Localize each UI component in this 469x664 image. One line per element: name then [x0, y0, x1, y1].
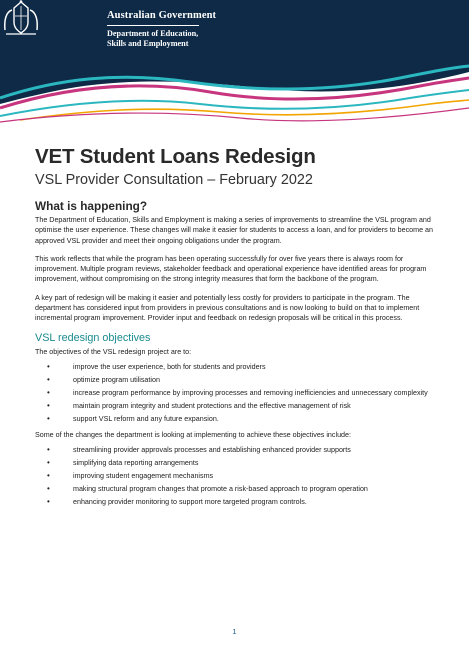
logo-divider: [107, 25, 199, 26]
list-item: • increase program performance by improving processes and removing inefficiencies and unnecessary complexity: [67, 388, 440, 398]
header-wave-graphic: [0, 0, 469, 132]
department-name-line1: Department of Education,: [107, 29, 199, 38]
document-title: VET Student Loans Redesign: [35, 145, 316, 168]
document-body: [35, 145, 440, 513]
list-item: • improve the user experience, both for students and providers: [67, 362, 440, 372]
list-item: • enhancing provider monitoring to support more targeted program controls.: [67, 497, 440, 507]
section-heading-what-is-happening: What is happening?: [35, 199, 148, 213]
paragraph: The Department of Education, Skills and Employment is making a series of improvements to streamline the VSL program and optimise the user experience. These changes will make it easier for students to access a loan, and for providers to become an approved VSL provider and meet their ongoing obligations under the program.: [35, 216, 433, 245]
document-subtitle: VSL Provider Consultation – February 2022: [35, 172, 313, 188]
paragraph: This work reflects that while the program has been operating successfully for over five years there is always room for improvement. Multiple program reviews, stakeholder feedback and operational experience have identified areas for program improvement, without compromising on the strong integrity measures that form the backbone of the program.: [35, 254, 427, 284]
department-name-line2: Skills and Employment: [107, 39, 189, 48]
list-item: • making structural program changes that promote a risk-based approach to program operation: [67, 484, 440, 494]
list-item: • improving student engagement mechanisms: [67, 471, 440, 481]
page-header-banner: [0, 0, 469, 132]
list-item: • support VSL reform and any future expansion.: [67, 414, 440, 424]
list-item: • optimize program utilisation: [67, 375, 440, 385]
page-number: 1: [232, 627, 237, 636]
government-logo-text: [107, 10, 216, 49]
section-heading-objectives: VSL redesign objectives: [35, 331, 151, 344]
coat-of-arms-icon: [0, 0, 42, 36]
objectives-list: [35, 362, 440, 424]
objectives-intro: The objectives of the VSL redesign project are to:: [35, 347, 192, 356]
list-item: • streamlining provider approvals processes and establishing enhanced provider supports: [67, 445, 440, 455]
list-item: • maintain program integrity and student protections and the effective management of risk: [67, 401, 440, 411]
paragraph: A key part of redesign will be making it easier and potentially less costly for providers to participate in the program. The department has considered input from providers in previous consultations and is now looking to build on that to implement incremental program improvement. Provider input and feedback on redesign proposals will be critical in this process.: [35, 293, 420, 323]
government-name: Australian Government: [107, 10, 217, 21]
changes-list: [35, 445, 440, 507]
changes-intro: Some of the changes the department is looking at implementing to achieve these objectives include:: [35, 430, 351, 439]
list-item: • simplifying data reporting arrangements: [67, 458, 440, 468]
